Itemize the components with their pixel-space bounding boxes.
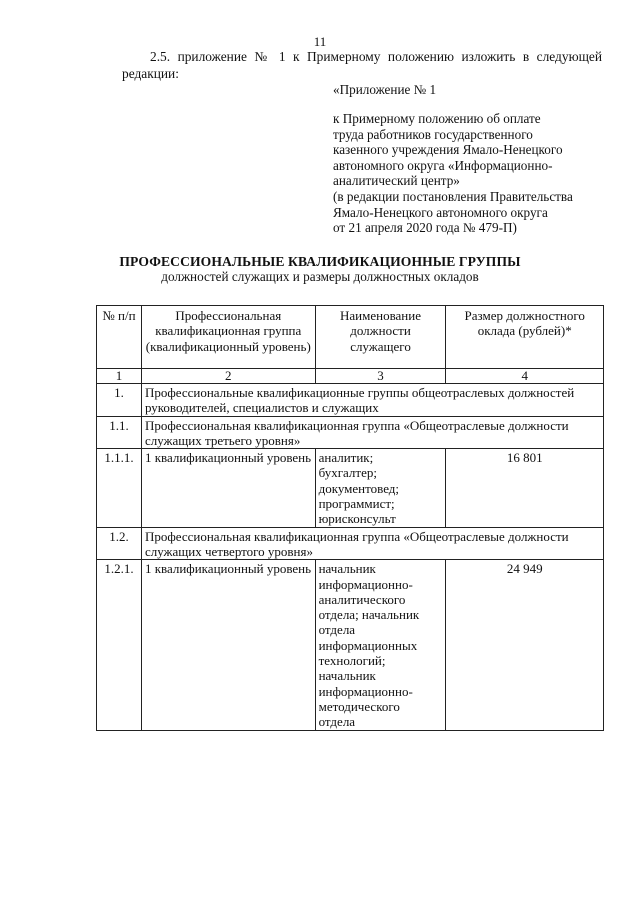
appendix-line: труда работников государственного (333, 126, 533, 142)
position-item: информационно- (318, 576, 413, 592)
column-numbers-row (97, 369, 604, 384)
position-list (315, 560, 446, 730)
appendix-line: к Примерному положению об оплате (333, 111, 541, 126)
group-text: Профессиональная квалификационная группа «Общеотраслевые должности служащих четвертого уровня» (141, 527, 603, 560)
table-row (97, 449, 604, 527)
position-item: информационно- (318, 683, 413, 699)
position-list (315, 449, 446, 527)
position-item: аналитик; (318, 450, 374, 466)
intro-line-2: редакции: (122, 66, 179, 81)
appendix-title: «Приложение № 1 (333, 82, 437, 97)
position-item: юрисконсульт (318, 511, 396, 527)
table-row (97, 560, 604, 730)
column-number: 2 (141, 369, 315, 384)
page-number: 11 (313, 34, 327, 49)
table-header-row (97, 306, 604, 369)
row-number: 1.1.1. (97, 449, 142, 527)
table-row (97, 416, 604, 449)
appendix-line: Ямало-Ненецкого автономного округа (333, 204, 548, 220)
section-title: ПРОФЕССИОНАЛЬНЫЕ КВАЛИФИКАЦИОННЫЕ ГРУППЫ (119, 254, 521, 269)
salary-table (96, 305, 604, 731)
position-item: бухгалтер; (318, 465, 377, 481)
position-item: отдела; начальник (318, 607, 420, 623)
position-item: программист; (318, 496, 395, 512)
appendix-line: от 21 апреля 2020 года № 479-П) (333, 220, 517, 236)
intro-line-1: 2.5. приложение № 1 к Примерному положению изложить в следующей (150, 49, 602, 64)
salary-value: 16 801 (446, 449, 604, 527)
row-number: 1. (97, 384, 142, 417)
column-number: 3 (315, 369, 446, 384)
section-subtitle: должностей служащих и размеры должностных окладов (161, 269, 479, 284)
position-item: документовед; (318, 480, 400, 496)
qualification-level: 1 квалификационный уровень (141, 449, 315, 527)
qualification-level: 1 квалификационный уровень (141, 560, 315, 730)
position-item: начальник (318, 561, 376, 577)
row-number: 1.2.1. (97, 560, 142, 730)
salary-value: 24 949 (446, 560, 604, 730)
appendix-caption (333, 111, 623, 236)
position-item: технологий; (318, 653, 386, 669)
appendix-line: (в редакции постановления Правительства (333, 188, 573, 204)
column-number: 4 (446, 369, 604, 384)
position-item: информационных (318, 637, 418, 653)
row-number: 1.2. (97, 527, 142, 560)
table-row (97, 384, 604, 417)
header-cell-group: Профессиональная квалификационная группа (квалификационный уровень) (141, 306, 315, 369)
header-cell-position: Наименование должности служащего (315, 306, 446, 369)
group-text: Профессиональная квалификационная группа «Общеотраслевые должности служащих третьего уровня» (141, 416, 603, 449)
column-number: 1 (97, 369, 142, 384)
position-item: начальник (318, 668, 376, 684)
position-item: отдела (318, 622, 356, 638)
appendix-line: аналитический центр» (333, 173, 460, 189)
position-item: отдела (318, 714, 356, 730)
group-text: Профессиональные квалификационные группы общеотраслевых должностей руководителей, специалистов и служащих (141, 384, 603, 417)
position-item: методического (318, 698, 400, 714)
appendix-line: автономного округа «Информационно- (333, 157, 553, 173)
position-item: аналитического (318, 591, 406, 607)
table-row (97, 527, 604, 560)
header-cell-number: № п/п (97, 306, 142, 369)
intro-paragraph (122, 48, 602, 82)
appendix-line: казенного учреждения Ямало-Ненецкого (333, 142, 563, 158)
row-number: 1.1. (97, 416, 142, 449)
header-cell-salary: Размер должностного оклада (рублей)* (446, 306, 604, 369)
